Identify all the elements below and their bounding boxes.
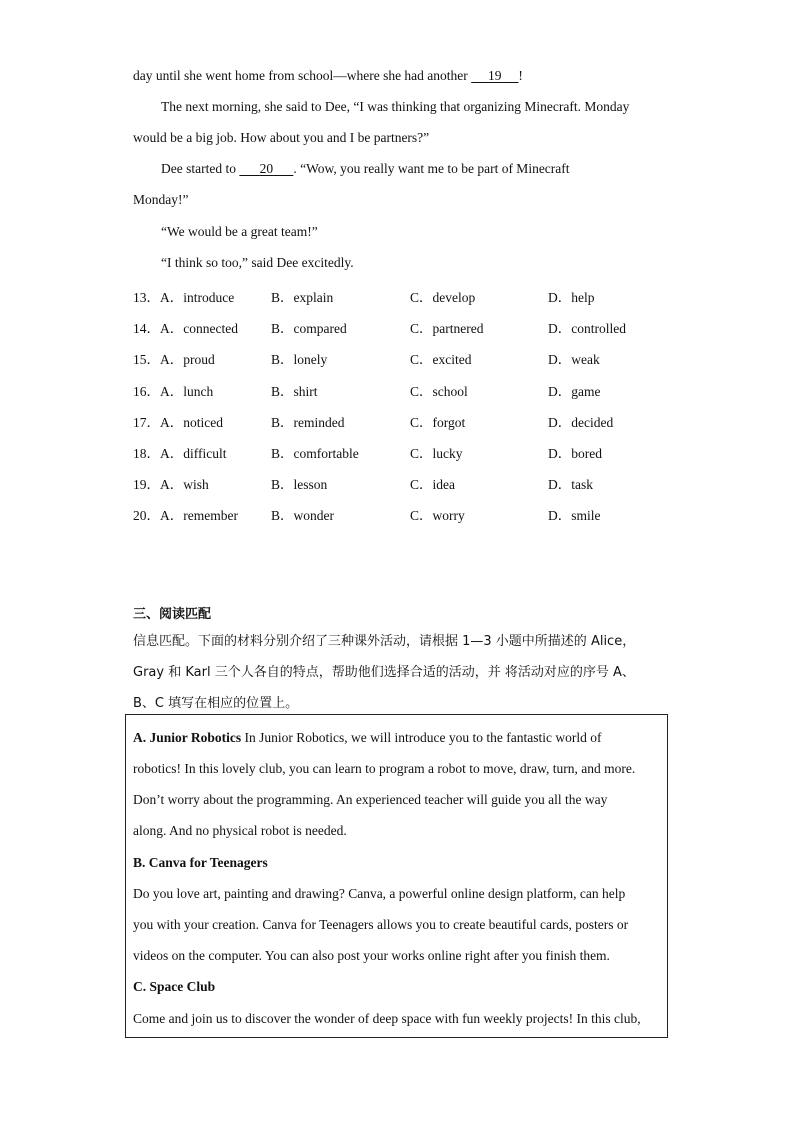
option-d: D．bored — [548, 446, 602, 461]
activity-b-heading: B. Canva for Teenagers — [133, 855, 268, 870]
option-a: A．proud — [160, 352, 215, 367]
option-c: C．partnered — [410, 321, 484, 336]
passage-line-3: would be a big job. How about you and I be partners?” — [133, 130, 430, 145]
instructions-line-1: 信息匹配。下面的材料分别介绍了三种课外活动，请根据 1—3 小题中所描述的 Alice， — [133, 634, 636, 649]
option-b: B．explain — [271, 290, 334, 305]
activity-a-heading: A. Junior Robotics — [133, 730, 242, 745]
question-number: 15． — [133, 352, 160, 367]
option-a: A．remember — [160, 508, 238, 523]
option-c: C．develop — [410, 290, 476, 305]
question-number: 13． — [133, 290, 160, 305]
option-c: C．idea — [410, 477, 455, 492]
option-a: A．wish — [160, 477, 209, 492]
question-row-18 — [133, 442, 673, 462]
question-number: 18． — [133, 446, 160, 461]
question-row-13 — [133, 286, 673, 306]
option-a: A．difficult — [160, 446, 227, 461]
option-a: A．lunch — [160, 384, 214, 399]
option-b: B．shirt — [271, 384, 318, 399]
passage-text: . “Wow, you really want me to be part of Minecraft — [293, 161, 570, 176]
option-b: B．reminded — [271, 415, 345, 430]
activity-a-line-3: Don’t worry about the programming. An experienced teacher will guide you all the way — [133, 792, 608, 807]
option-a: A．connected — [160, 321, 238, 336]
activity-b-line-1: Do you love art, painting and drawing? Canva, a powerful online design platform, can help — [133, 886, 626, 901]
blank-number: 20 — [259, 161, 274, 176]
passage-text: Dee started to — [161, 161, 240, 176]
option-c: C．forgot — [410, 415, 466, 430]
passage-text: day until she went home from school—where she had another — [133, 68, 472, 83]
option-b: B．comfortable — [271, 446, 359, 461]
option-d: D．decided — [548, 415, 614, 430]
question-number: 19． — [133, 477, 160, 492]
option-d: D．weak — [548, 352, 600, 367]
blank-number: 19 — [488, 68, 502, 83]
option-d: D．task — [548, 477, 593, 492]
answer-blank-19 — [471, 68, 518, 84]
question-row-15 — [133, 348, 673, 368]
passage-line-5: Monday!” — [133, 192, 189, 207]
option-b: B．lonely — [271, 352, 328, 367]
activity-c-heading: C. Space Club — [133, 979, 216, 994]
passage-line-7: “I think so too,” said Dee excitedly. — [161, 255, 354, 270]
option-a: A．noticed — [160, 415, 223, 430]
question-row-16 — [133, 380, 673, 400]
activity-b-line-3: videos on the computer. You can also post your works online right after you finish them. — [133, 948, 610, 963]
option-a: A．introduce — [160, 290, 235, 305]
question-number: 17． — [133, 415, 160, 430]
activity-a-line-2: robotics! In this lovely club, you can learn to program a robot to move, draw, turn, and more. — [133, 761, 636, 776]
answer-blank-20 — [239, 161, 293, 177]
option-d: D．game — [548, 384, 601, 399]
question-row-19 — [133, 473, 673, 493]
question-row-20 — [133, 504, 673, 524]
option-d: D．controlled — [548, 321, 626, 336]
instructions-line-2: Gray 和 Karl 三个人各自的特点，帮助他们选择合适的活动，并 将活动对应的序号 A、 — [133, 665, 635, 680]
passage-line-1 — [133, 68, 523, 84]
passage-text: ! — [518, 68, 523, 83]
activity-c-line-1: Come and join us to discover the wonder of deep space with fun weekly projects! In this club, — [133, 1011, 641, 1026]
option-c: C．worry — [410, 508, 465, 523]
question-number: 20． — [133, 508, 160, 523]
option-c: C．lucky — [410, 446, 463, 461]
activity-b-line-2: you with your creation. Canva for Teenagers allows you to create beautiful cards, posters or — [133, 917, 629, 932]
passage-line-4 — [161, 161, 570, 177]
option-b: B．compared — [271, 321, 347, 336]
option-c: C．excited — [410, 352, 472, 367]
section-heading: 三、阅读匹配 — [133, 607, 212, 622]
activities-box — [125, 714, 668, 1038]
instructions-line-3: B、C 填写在相应的位置上。 — [133, 696, 299, 711]
activity-a-line-4: along. And no physical robot is needed. — [133, 823, 347, 838]
activity-a-text: In Junior Robotics, we will introduce you to the fantastic world of — [241, 730, 602, 745]
option-d: D．help — [548, 290, 595, 305]
question-number: 14． — [133, 321, 160, 336]
option-c: C．school — [410, 384, 468, 399]
option-d: D．smile — [548, 508, 601, 523]
option-b: B．lesson — [271, 477, 328, 492]
passage-line-2: The next morning, she said to Dee, “I was thinking that organizing Minecraft. Monday — [161, 99, 630, 114]
question-row-14 — [133, 317, 673, 337]
option-b: B．wonder — [271, 508, 334, 523]
question-row-17 — [133, 411, 673, 431]
question-number: 16． — [133, 384, 160, 399]
activity-a-line-1 — [133, 730, 601, 746]
passage-line-6: “We would be a great team!” — [161, 224, 318, 239]
